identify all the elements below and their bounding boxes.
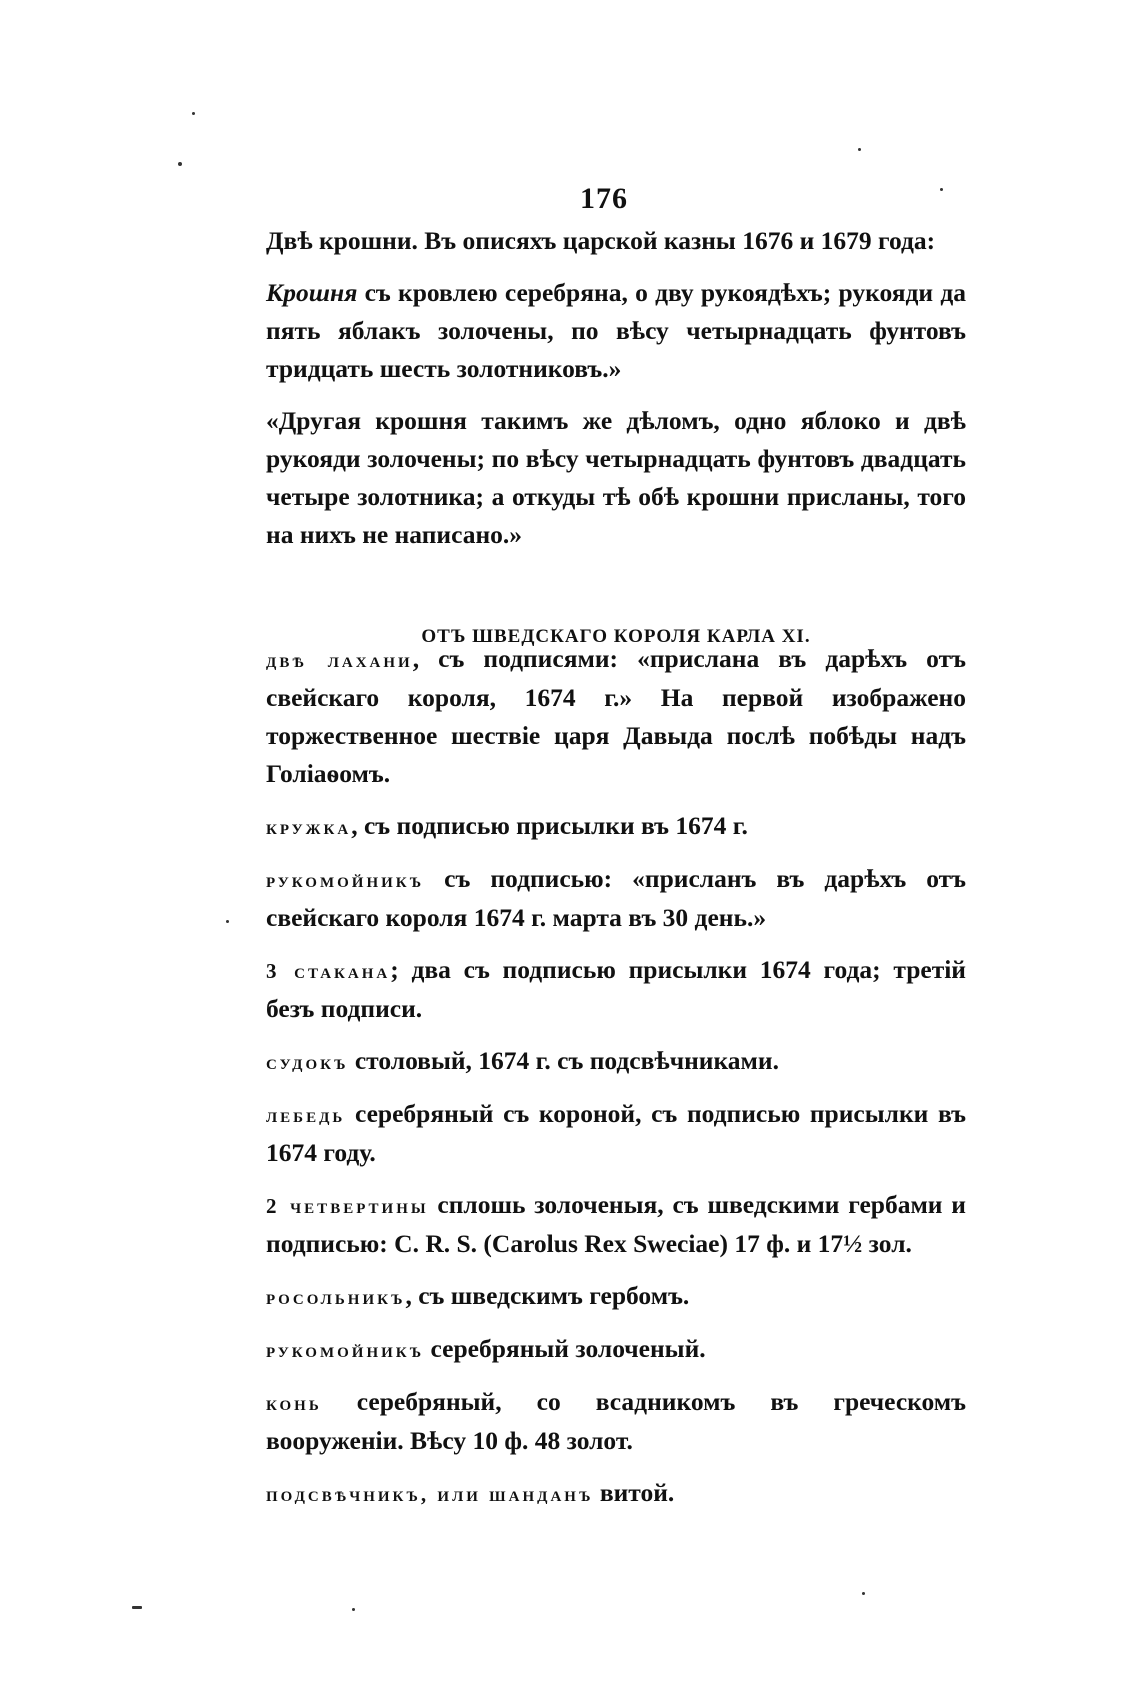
list-item — [266, 1095, 966, 1172]
paragraph-text: Въ описяхъ царской казны 1676 и 1679 года: — [424, 226, 936, 255]
item-label: рукомойникъ — [266, 868, 425, 892]
section-heading: ОТЪ ШВЕДСКАГО КОРОЛЯ КАРЛА XI. — [421, 626, 811, 647]
item-label: лебедь — [266, 1103, 346, 1127]
list-item — [266, 1186, 966, 1263]
item-text: столовый, 1674 г. съ подсвѣчниками. — [348, 1046, 779, 1075]
list-item — [266, 951, 966, 1028]
items-list — [266, 640, 966, 1527]
item-label: подсвѣчникъ, или шанданъ — [266, 1482, 594, 1506]
scan-speck — [132, 1606, 142, 1609]
item-label: рукомойникъ — [266, 1338, 425, 1362]
item-text: серебряный золоченый. — [424, 1334, 706, 1363]
item-text: серебряный, со всадникомъ въ греческомъ вооруженіи. Вѣсу 10 ф. 48 золот. — [266, 1387, 966, 1455]
paragraph-title: Двѣ крошни. — [266, 226, 418, 255]
item-label: 3 стакана — [266, 959, 391, 983]
list-item — [266, 1042, 966, 1081]
scan-speck — [858, 148, 861, 151]
item-text: , съ подписями: «прислана въ дарѣхъ отъ свейскаго короля, 1674 г.» На первой изображено торжественное шествіе царя Давыда послѣ побѣды надъ Голіаѳомъ. — [266, 644, 966, 788]
list-item — [266, 807, 966, 846]
list-item — [266, 640, 966, 793]
item-text: , съ подписью присылки въ 1674 г. — [351, 811, 748, 840]
scan-speck — [226, 920, 229, 923]
scan-speck — [940, 188, 943, 191]
scan-speck — [192, 112, 195, 115]
paragraph-krosh-first — [266, 274, 966, 388]
list-item — [266, 1383, 966, 1460]
paragraph-text: съ кровлею серебряна, о дву рукоядѣхъ; рукояди да пять яблакъ золочены, по вѣсу четырнадцать фунтовъ тридцать шесть золотниковъ.» — [266, 278, 967, 383]
item-text: съ подписью: «присланъ въ дарѣхъ отъ свейскаго короля 1674 г. марта въ 30 день.» — [266, 864, 966, 932]
item-label: 2 четвертины — [266, 1194, 429, 1218]
scan-speck — [862, 1592, 865, 1595]
item-text: сплошь золоченыя, съ шведскими гербами и подписью: C. R. S. (Carolus Rex Sweciae) 17 ф. и 17½ зол. — [266, 1190, 966, 1258]
paragraph-krosh-second — [266, 402, 966, 554]
scan-speck — [178, 162, 182, 166]
item-text: , съ шведскимъ гербомъ. — [405, 1281, 690, 1310]
item-label: двѣ лахани — [266, 648, 413, 672]
item-label: конь — [266, 1391, 322, 1415]
item-label: кружка — [266, 815, 352, 839]
item-label: росольникъ — [266, 1285, 406, 1309]
paragraph-label: Крошня — [266, 278, 358, 307]
item-text: витой. — [593, 1478, 675, 1507]
top-section — [266, 222, 966, 568]
item-text: ; два съ подписью присылки 1674 года; третій безъ подписи. — [266, 955, 966, 1023]
scan-speck — [352, 1608, 355, 1611]
paragraph-krosh-intro — [266, 222, 966, 260]
paragraph-text: «Другая крошня такимъ же дѣломъ, одно яблоко и двѣ рукояди золочены; по вѣсу четырнадцать фунтовъ двадцать четыре золотника; а откуды тѣ обѣ крошни присланы, того на нихъ не написано.» — [266, 406, 966, 549]
list-item — [266, 1474, 966, 1513]
item-text: серебряный съ короной, съ подписью присылки въ 1674 году. — [266, 1099, 966, 1167]
list-item — [266, 860, 966, 937]
item-label: судокъ — [266, 1050, 349, 1074]
page-number: 176 — [580, 182, 628, 215]
list-item — [266, 1277, 966, 1316]
list-item — [266, 1330, 966, 1369]
